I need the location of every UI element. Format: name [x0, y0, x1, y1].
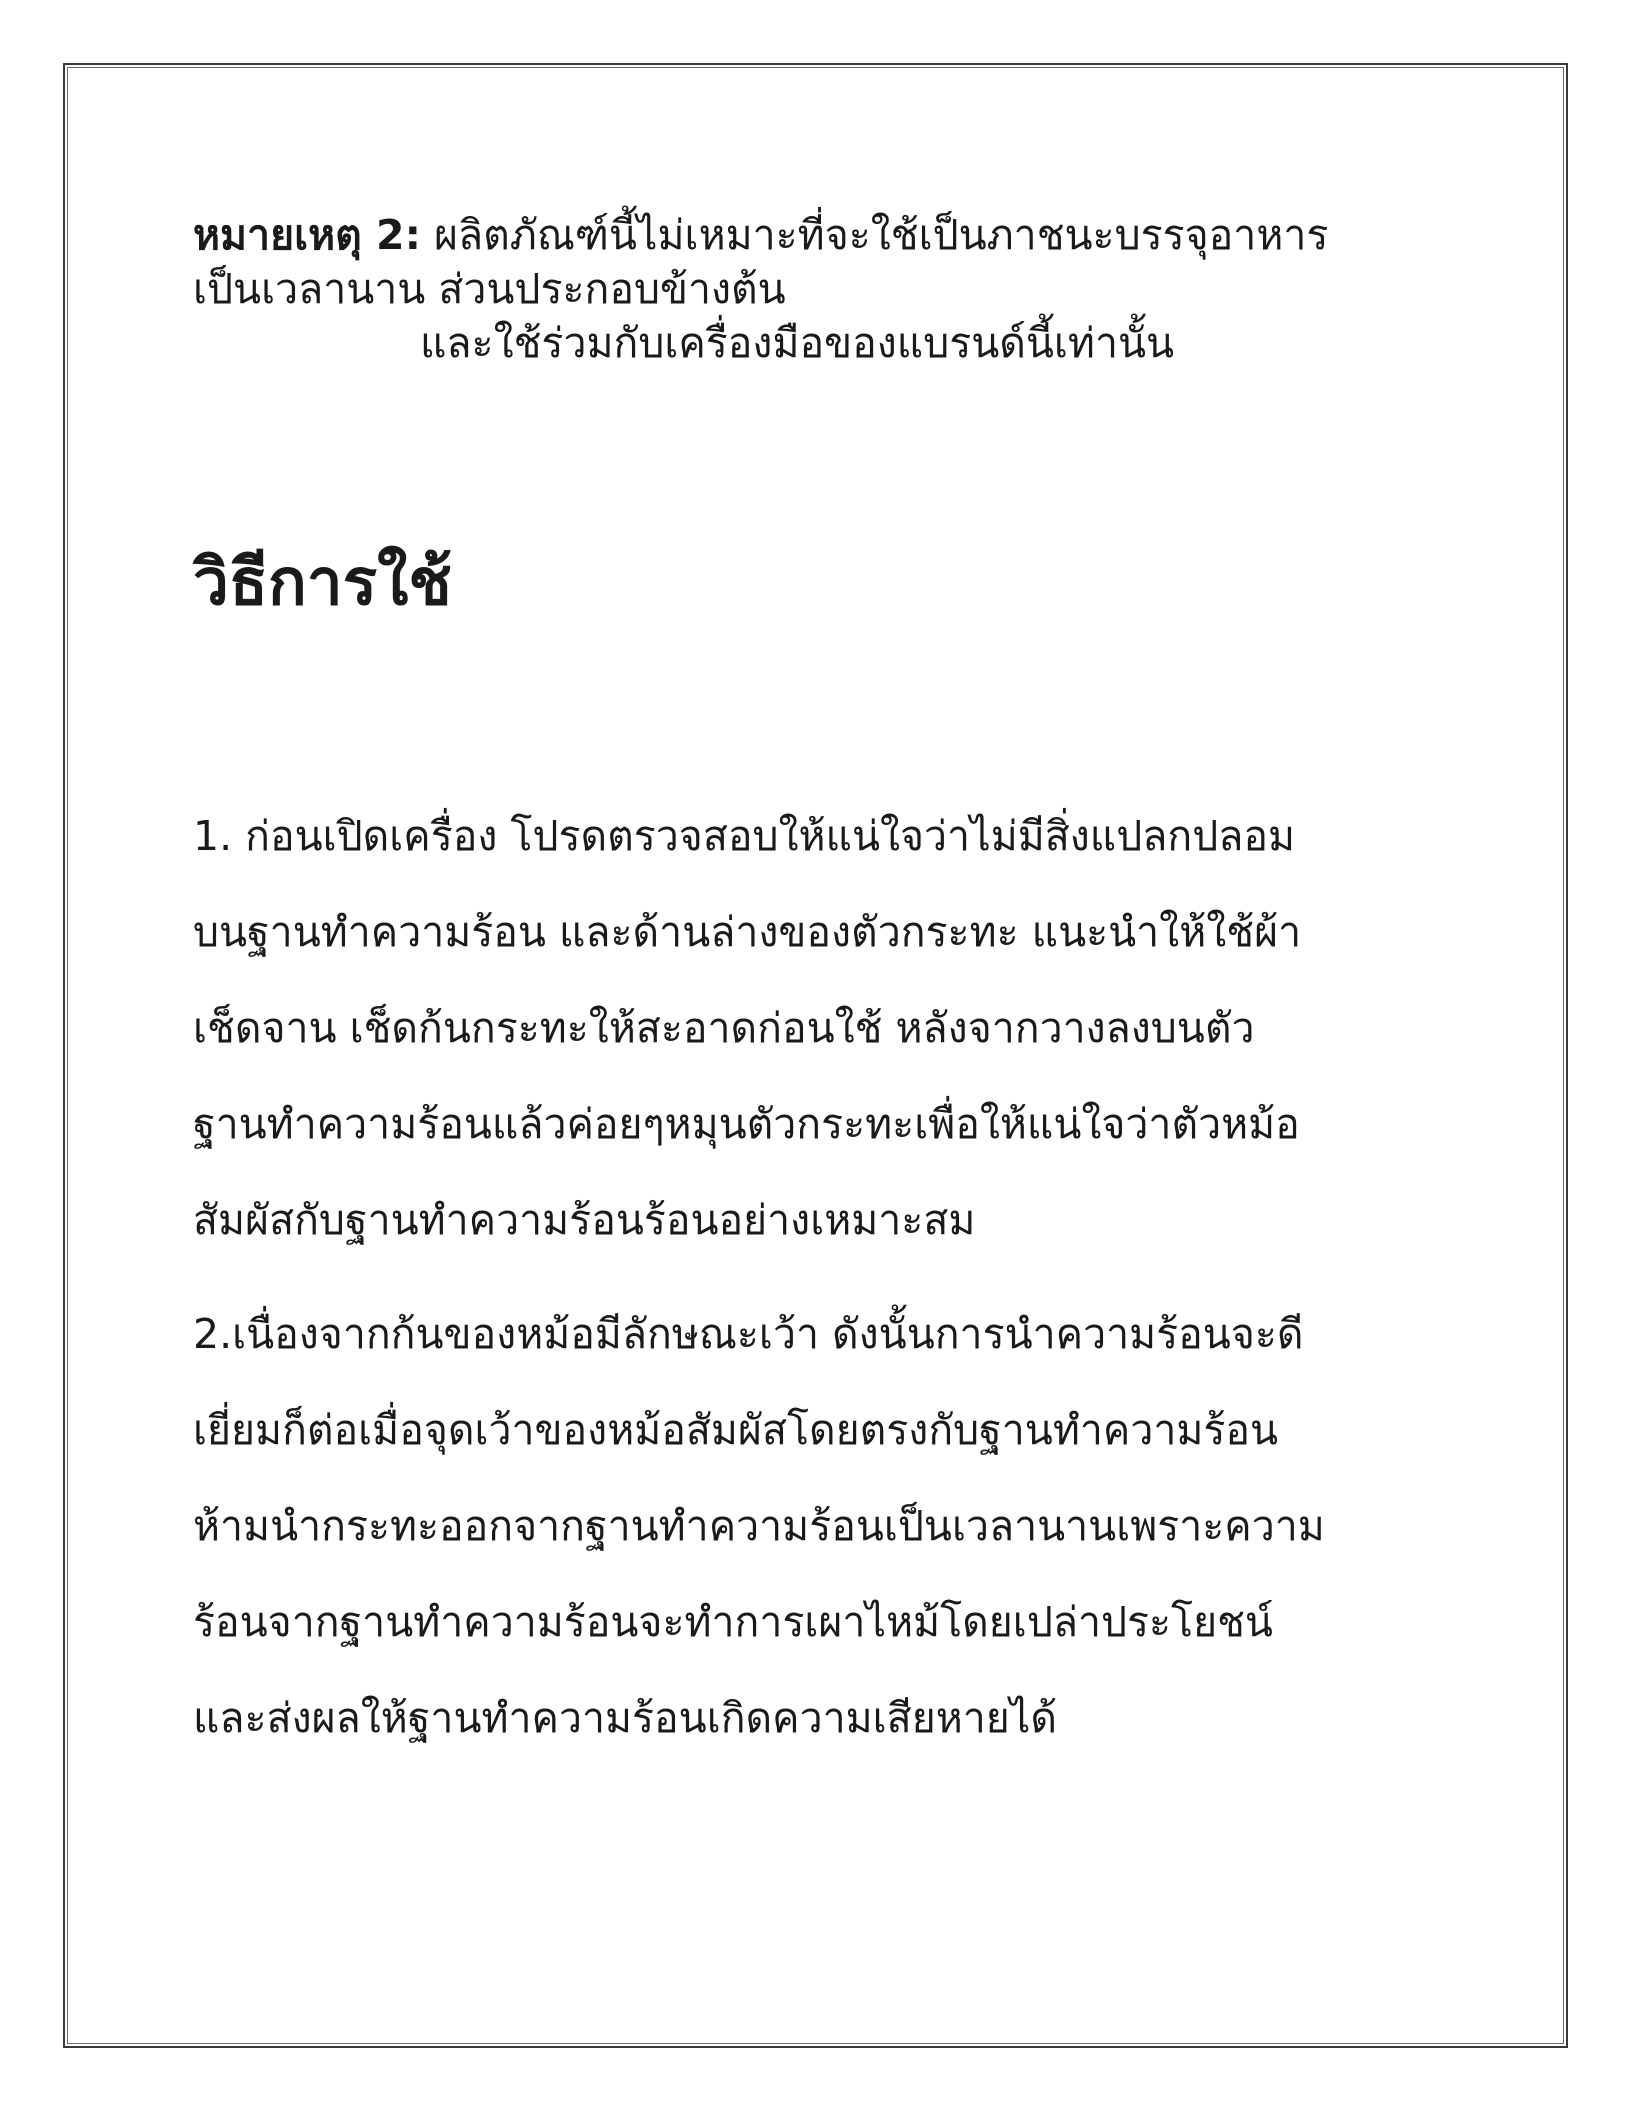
step-2-line: และส่งผลให้ฐานทำความร้อนเกิดความเสียหายได้ [193, 1694, 1058, 1742]
note-line-1 [193, 208, 1453, 262]
step-2-line: ห้ามนำกระทะออกจากฐานทำความร้อนเป็นเวลานานเพราะความ [193, 1502, 1325, 1550]
note-block [193, 208, 1453, 370]
step-1-line: สัมผัสกับฐานทำความร้อนร้อนอย่างเหมาะสม [193, 1196, 976, 1244]
note-line-1-text: ผลิตภัณฑ์นี้ไม่เหมาะที่จะใช้เป็นภาชนะบรรจุอาหาร [434, 211, 1329, 259]
note-line-3: และใช้ร่วมกับเครื่องมือของแบรนด์นี้เท่านั้น [420, 319, 1175, 367]
step-1-line: เช็ดจาน เช็ดก้นกระทะให้สะอาดก่อนใช้ หลังจากวางลงบนตัว [193, 1004, 1255, 1052]
instruction-step-2 [193, 1286, 1453, 1766]
step-2-line: 2.เนื่องจากก้นของหม้อมีลักษณะเว้า ดังนั้นการนำความร้อนจะดี [193, 1310, 1304, 1358]
step-1-line: 1. ก่อนเปิดเครื่อง โปรดตรวจสอบให้แน่ใจว่าไม่มีสิ่งแปลกปลอม [193, 812, 1295, 860]
step-1-line: ฐานทำความร้อนแล้วค่อยๆหมุนตัวกระทะเพื่อให้แน่ใจว่าตัวหม้อ [193, 1100, 1300, 1148]
step-2-line: เยี่ยมก็ต่อเมื่อจุดเว้าของหม้อสัมผัสโดยตรงกับฐานทำความร้อน [193, 1406, 1279, 1454]
note-label: หมายเหตุ 2: [193, 211, 421, 259]
section-heading: วิธีการใช้ [193, 546, 452, 620]
note-line-2: เป็นเวลานาน ส่วนประกอบข้างต้น [193, 265, 786, 313]
step-2-line: ร้อนจากฐานทำความร้อนจะทำการเผาไหม้โดยเปล่าประโยชน์ [193, 1598, 1273, 1646]
step-1-line: บนฐานทำความร้อน และด้านล่างของตัวกระทะ แนะนำให้ใช้ผ้า [193, 908, 1302, 956]
instruction-step-1 [193, 788, 1453, 1268]
